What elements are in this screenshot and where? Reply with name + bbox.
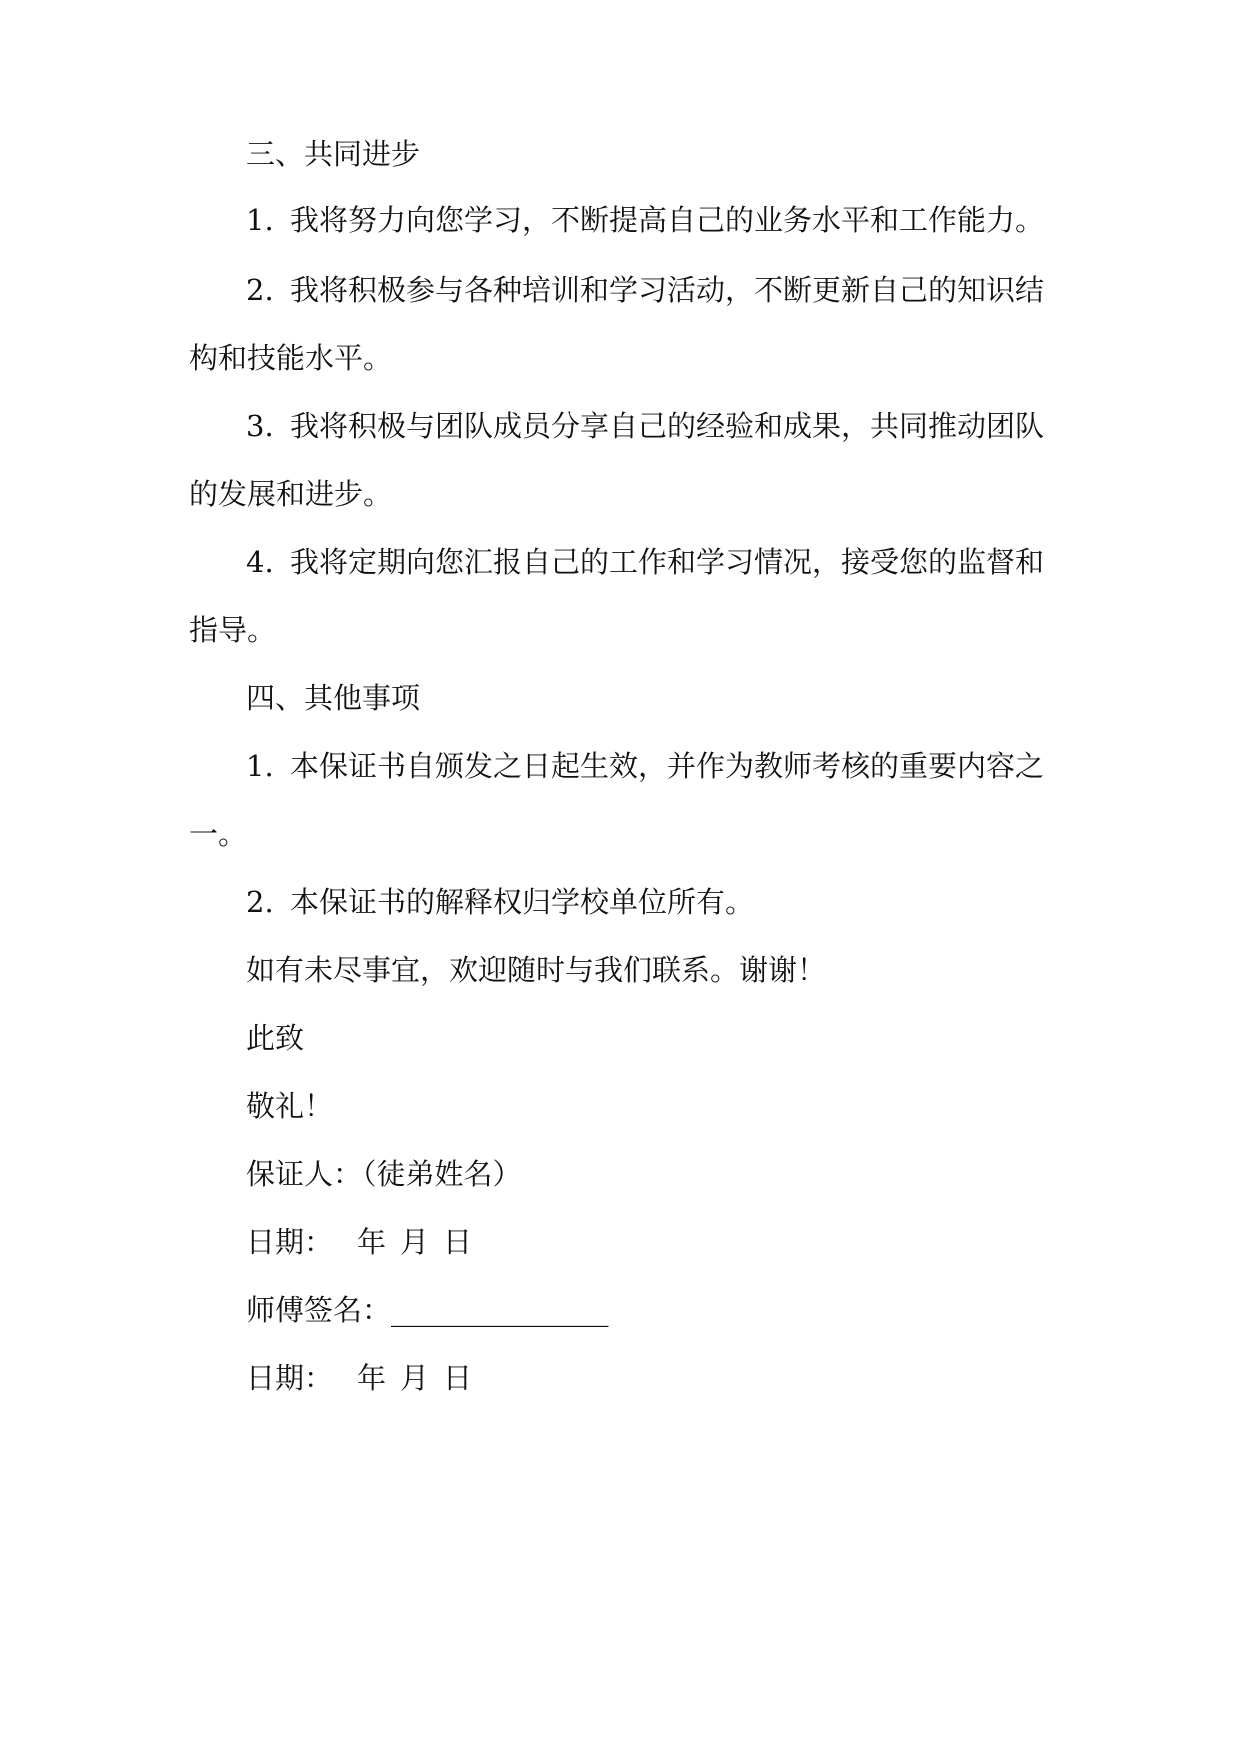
master-signature-line — [0, 1290, 1241, 1330]
item-number: 3. — [246, 409, 274, 443]
section-3-item-2-continued — [0, 338, 1241, 378]
date-month: 月 — [400, 1225, 430, 1259]
date-year: 年 — [357, 1225, 387, 1259]
item-text: 我将努力向您学习，不断提高自己的业务水平和工作能力。 — [290, 203, 1045, 237]
item-number: 4. — [246, 545, 274, 579]
regards-text-2: 敬礼！ — [246, 1089, 334, 1123]
item-number: 2. — [246, 885, 274, 919]
section-3-heading-text: 三、共同进步 — [246, 137, 421, 171]
regards-line-1 — [0, 1018, 1241, 1058]
section-3-item-4-continued — [0, 610, 1241, 650]
date-day: 日 — [443, 1225, 473, 1259]
item-text: 我将积极参与各种培训和学习活动，不断更新自己的知识结 — [290, 273, 1045, 307]
regards-text-1: 此致 — [246, 1021, 305, 1055]
item-number: 1. — [246, 203, 274, 237]
date-day: 日 — [443, 1361, 473, 1395]
section-4-item-1 — [0, 746, 1241, 786]
section-3-item-1 — [0, 200, 1241, 240]
section-3-item-3 — [0, 406, 1241, 446]
master-signature-label: 师傅签名： — [246, 1293, 392, 1327]
date-line-2 — [0, 1358, 1241, 1398]
item-text: 一。 — [189, 817, 248, 851]
date-year: 年 — [357, 1361, 387, 1395]
master-signature-blank: _______________ — [391, 1293, 609, 1327]
section-4-heading — [0, 678, 1241, 718]
contact-text: 如有未尽事宜，欢迎随时与我们联系。谢谢！ — [246, 953, 827, 987]
date-label: 日期： — [246, 1225, 334, 1259]
item-text: 本保证书自颁发之日起生效，并作为教师考核的重要内容之 — [290, 749, 1045, 783]
date-month: 月 — [400, 1361, 430, 1395]
date-label: 日期： — [246, 1361, 334, 1395]
contact-line — [0, 950, 1241, 990]
item-text: 指导。 — [189, 613, 277, 647]
section-3-item-2 — [0, 270, 1241, 310]
section-4-heading-text: 四、其他事项 — [246, 681, 421, 715]
item-text: 构和技能水平。 — [189, 341, 393, 375]
section-3-heading — [0, 134, 1241, 174]
guarantor-label: 保证人： — [246, 1157, 363, 1191]
item-text: 本保证书的解释权归学校单位所有。 — [290, 885, 755, 919]
item-text: 的发展和进步。 — [189, 477, 393, 511]
section-3-item-3-continued — [0, 474, 1241, 514]
date-line-1 — [0, 1222, 1241, 1262]
guarantor-value: （徒弟姓名） — [362, 1157, 522, 1191]
item-number: 2. — [246, 273, 274, 307]
item-text: 我将积极与团队成员分享自己的经验和成果，共同推动团队 — [290, 409, 1045, 443]
section-4-item-1-continued — [0, 814, 1241, 854]
regards-line-2 — [0, 1086, 1241, 1126]
item-text: 我将定期向您汇报自己的工作和学习情况，接受您的监督和 — [290, 545, 1045, 579]
item-number: 1. — [246, 749, 274, 783]
section-4-item-2 — [0, 882, 1241, 922]
guarantor-line — [0, 1154, 1241, 1194]
section-3-item-4 — [0, 542, 1241, 582]
